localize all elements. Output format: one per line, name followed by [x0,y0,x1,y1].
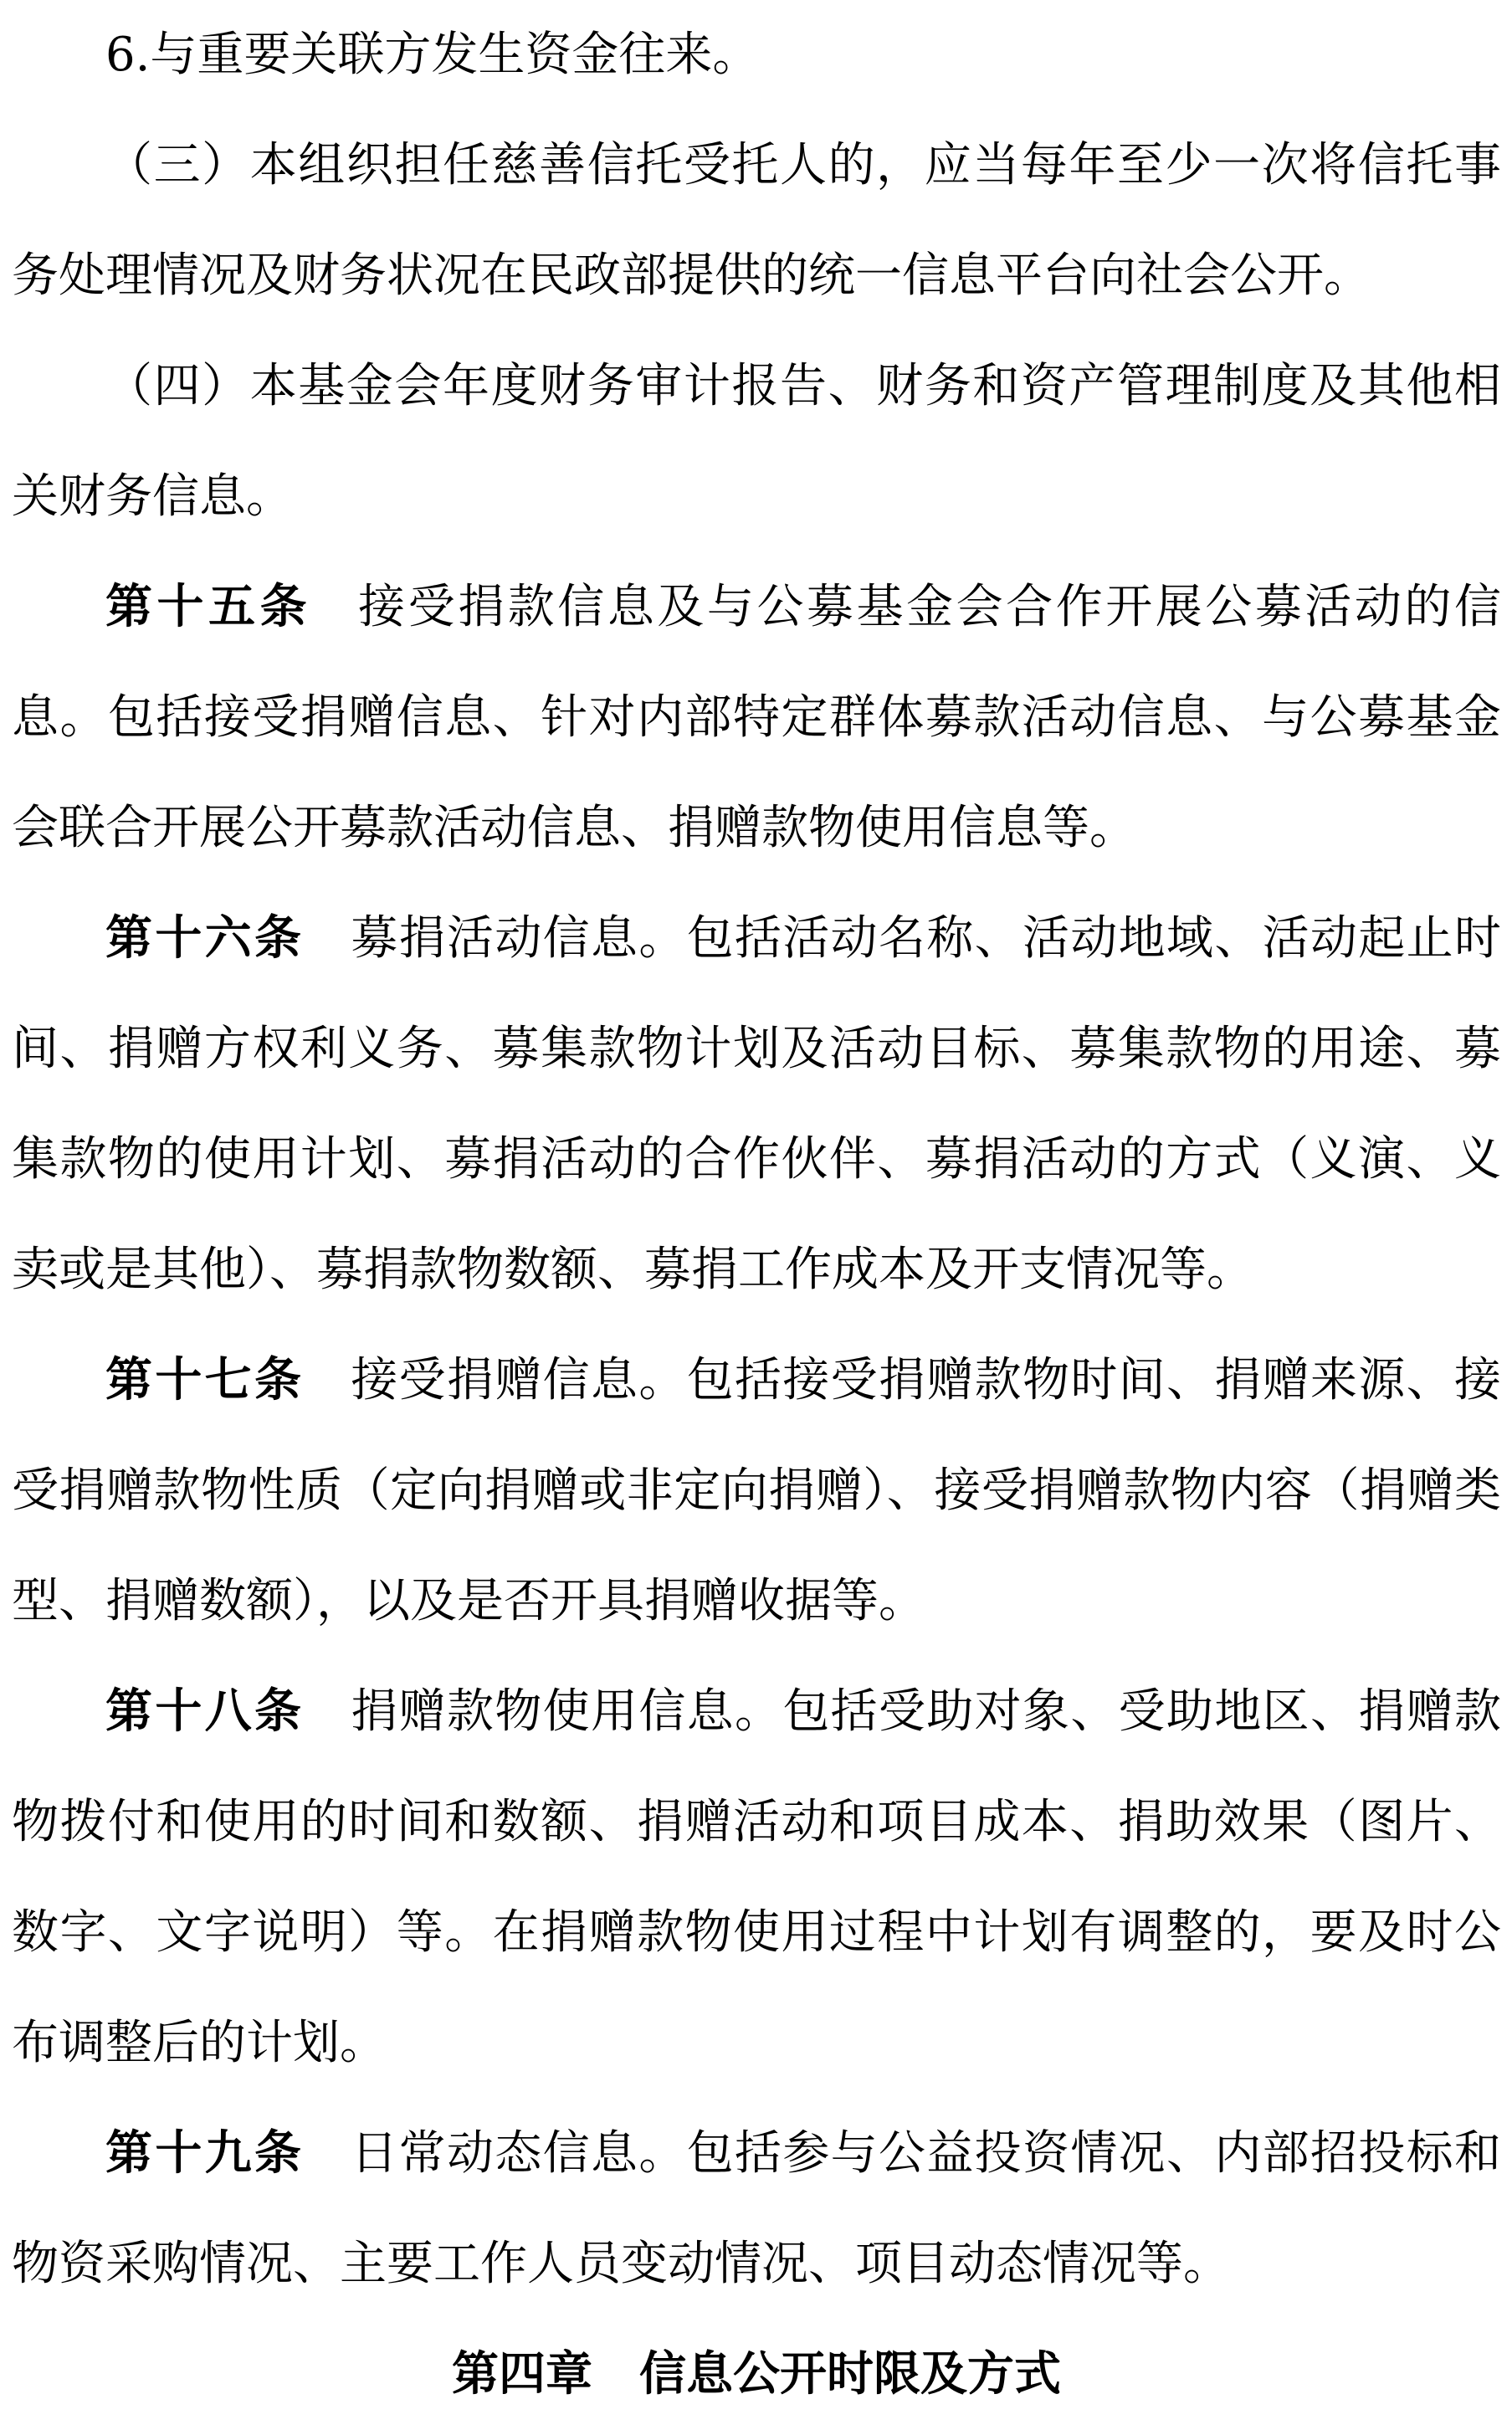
paragraph-text: （四）本基金会年度财务审计报告、财务和资产管理制度及其他相关财务信息。 [12,359,1501,524]
paragraph-text: 6.与重要关联方发生资金往来。 [105,28,760,82]
article-19 [12,2099,1501,2320]
article-text: 募捐活动信息。包括活动名称、活动地域、活动起止时间、捐赠方权利义务、募集款物计划及活动目标、募集款物的用途、募集款物的使用计划、募捐活动的合作伙伴、募捐活动的方式（义演、义卖或是其他）、募捐款物数额、募捐工作成本及开支情况等。 [12,911,1502,1297]
paragraph-text: （三）本组织担任慈善信托受托人的，应当每年至少一次将信托事务处理情况及财务状况在民政部提供的统一信息平台向社会公开。 [12,138,1501,303]
chapter-number: 第四章 [452,2347,592,2402]
article-text: 接受捐赠信息。包括接受捐赠款物时间、捐赠来源、接受捐赠款物性质（定向捐赠或非定向捐赠）、接受捐赠款物内容（捐赠类型、捐赠数额），以及是否开具捐赠收据等。 [12,1353,1502,1628]
article-label: 第十七条 [105,1353,305,1407]
article-label: 第十六条 [105,911,305,966]
paragraph-item-6 [12,0,1501,110]
chapter-title: 信息公开时限及方式 [639,2347,1061,2402]
article-label: 第十五条 [105,580,312,634]
article-18 [12,1657,1501,2099]
chapter-heading [12,2320,1501,2430]
paragraph-item-4 [12,331,1501,552]
document-page [12,0,1501,2430]
paragraph-item-3 [12,110,1501,331]
article-text: 日常动态信息。包括参与公益投资情况、内部招投标和物资采购情况、主要工作人员变动情况、项目动态情况等。 [12,2126,1502,2291]
article-16 [12,884,1501,1325]
article-17 [12,1325,1501,1657]
article-text: 捐赠款物使用信息。包括受助对象、受助地区、捐赠款物拨付和使用的时间和数额、捐赠活动和项目成本、捐助效果（图片、数字、文字说明）等。在捐赠款物使用过程中计划有调整的，要及时公布调整后的计划。 [12,1684,1502,2070]
article-label: 第十九条 [105,2126,305,2181]
article-15 [12,552,1501,884]
article-label: 第十八条 [105,1684,305,1739]
article-text: 接受捐款信息及与公募基金会合作开展公募活动的信息。包括接受捐赠信息、针对内部特定群体募款活动信息、与公募基金会联合开展公开募款活动信息、捐赠款物使用信息等。 [12,580,1502,855]
